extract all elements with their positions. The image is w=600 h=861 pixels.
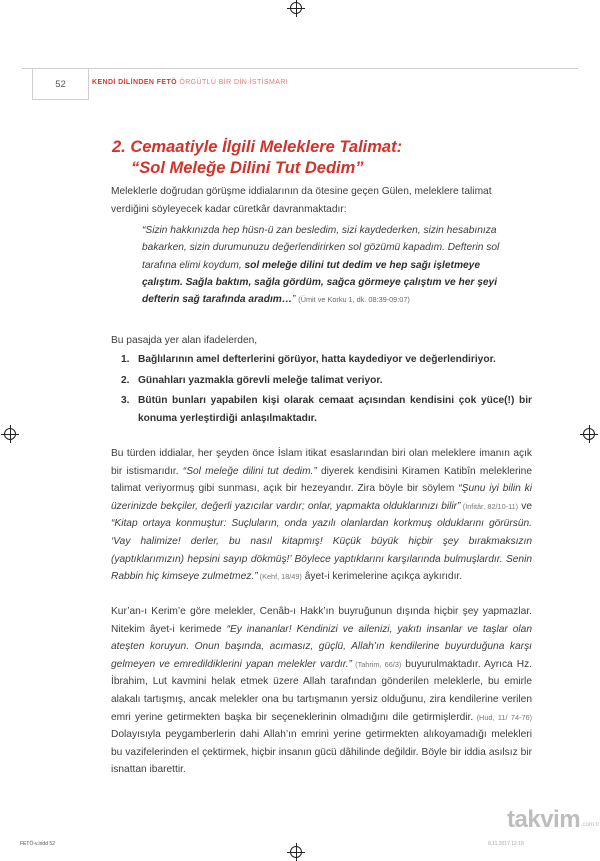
intro-paragraph: Meleklerle doğrudan görüşme iddialarının da ötesine geçen Gülen, meleklere talimat verdiğini söyleyecek kadar cüretkâr davranmaktadır: — [111, 186, 492, 215]
lead-in: Bu pasajda yer alan ifadelerden, — [111, 335, 258, 346]
quote-citation: (Ümit ve Korku 1, dk. 08:39-09:07) — [298, 295, 410, 305]
p4-quote: “Ey inananlar! Kendinizi ve ailenizi, yakıtı insanlar ve taşlar olan ateşten koruyun. Onun başında, acımasız, güçlü, Allah’ın kendilerine buyurduğuna karşı gelmeyen ve emredildiklerini yapan melekler vardır.” — [111, 623, 533, 670]
list-text: Günahları yazmakla görevli meleğe talimat veriyor. — [138, 374, 383, 386]
registration-mark-bottom — [290, 846, 302, 858]
list-number: 3. — [121, 395, 130, 407]
paragraph-4 — [111, 603, 532, 779]
list-number: 1. — [121, 354, 130, 365]
section-title-line2: “Sol Meleğe Dilini Tut Dedim” — [131, 159, 364, 177]
takvim-logo: takvim — [507, 806, 581, 833]
quote-bold: sol meleğe dilini tut dedim ve hep sağı işletmeye çalıştım. Sağla baktım, sağla gördüm, sağca görmeye çalıştım ve her şeyi defterin sağ tarafında aradım… — [142, 259, 498, 306]
list-number: 2. — [121, 374, 130, 386]
numbered-list — [111, 351, 532, 430]
p4-d: Dolayısıyla peygamberlerin dahi Allah’ın emrini yerine getirmekten alıkoyamadığı melekleri bu vazifelerinden el çektirmek, hiçbir insanın gücü dâhilinde değildir. Böyle bir iddia asılsız bir isnattan ibarettir. — [111, 729, 532, 776]
section-title-line1: 2. Cemaatiyle İlgili Meleklere Talimat: — [112, 138, 403, 156]
p3-e: ve — [518, 500, 533, 512]
p3-g: âyet-i kerimelerine açıkça aykırıdır. — [301, 571, 463, 583]
section-title — [112, 137, 532, 179]
p3-quote-2: “Şunu iyi bilin ki üzerinizde bekçiler, değerli yazıcılar vardır; onlar, yapmakta olduklarınızı bilir” — [111, 483, 533, 512]
p4-source-1: (Tahrim, 66/3) — [351, 659, 402, 669]
p4-c: buyurulmaktadır. Ayrıca Hz. İbrahim, Lut kavmini helak etmek üzere Allah tarafından gönderilen meleklerle, bu emirle alakalı tartışmış, ancak melekler ona bu tartışmanın yersiz olduğunu, zira kendilerine verilen emri yerine getirmekten başka bir seçeneklerinin olmadığını dile getirmişlerdir. — [111, 658, 532, 723]
quote-plain: “Sizin hakkınızda hep hüsn-ü zan besledim, sizi kaydederken, sizin hesabınıza bakarken, sizin durumunuzu değerlendirirken sol gözümü kapadım. Defterin sol tarafına elimi koydum, — [142, 225, 500, 271]
p3-c: diyerek kendisini Kiramen Katibîn meleklerine talimat veriyormuş gibi sunması, açık bir hezeyandır. Zira böyle bir söylem — [111, 465, 532, 495]
p4-a: Kur’an-ı Kerim’e göre melekler, Cenâb-ı Hakk’ın buyruğunun dışında hiçbir şey yapmazlar. Nitekim âyet-i kerimede — [111, 606, 532, 635]
running-head — [92, 79, 288, 86]
p3-a: Bu türden iddialar, her şeyden önce İslam itikat esaslarından biri olan meleklere imanın açık bir istismarıdır. — [111, 448, 532, 477]
paragraph-3 — [111, 445, 532, 586]
p3-source-1: (İnfitâr, 82/10-11) — [460, 501, 519, 511]
p3-quote-1: “Sol meleğe dilini tut dedim.” — [182, 465, 317, 477]
list-text: Bağlılarının amel defterlerini görüyor, hatta kaydediyor ve değerlendiriyor. — [138, 354, 496, 365]
registration-mark-left — [4, 428, 16, 440]
p3-source-2: (Kehf, 18/49) — [257, 572, 302, 582]
footer-date: 8.11.2017 12:18 — [488, 841, 524, 847]
list-item — [111, 372, 532, 390]
blockquote — [142, 222, 520, 308]
list-item — [111, 351, 532, 369]
header-rule — [22, 68, 578, 69]
page-number-box — [32, 69, 89, 100]
footer-file-info: FETÖ-v.indd 52 — [20, 841, 55, 847]
list-item — [111, 392, 532, 427]
quote-end: ” — [292, 294, 296, 306]
running-head-light: ÖRGÜTLÜ BİR DİN İSTİSMARI — [179, 79, 289, 86]
running-head-bold: KENDİ DİLİNDEN FETÖ — [92, 79, 177, 86]
registration-mark-top — [290, 2, 302, 14]
list-text: Bütün bunları yapabilen kişi olarak cemaat açısından kendisini çok yüce(!) bir konuma yerleştirdiği anlaşılmaktadır. — [138, 395, 532, 424]
takvim-logo-suffix: .com.tr — [581, 822, 600, 828]
page-number: 52 — [55, 78, 66, 90]
p3-quote-3: “Kitap ortaya konmuştur: Suçluların, onda yazılı olanlardan korkmuş olduklarını görürsün. ‘Vay halimize! derler, bu nasıl kitapmış! Küçük büyük hiçbir şey bırakmaksızın (yaptıklarımızın) hepsini sayıp dökmüş!’ Böylece yaptıklarını karşılarında bulmuşlardır. Senin Rabbin hiç kimseye zulmetmez.” — [111, 518, 532, 583]
registration-mark-right — [583, 428, 595, 440]
p4-source-2: (Hud, 11/ 74-76) — [473, 712, 532, 722]
